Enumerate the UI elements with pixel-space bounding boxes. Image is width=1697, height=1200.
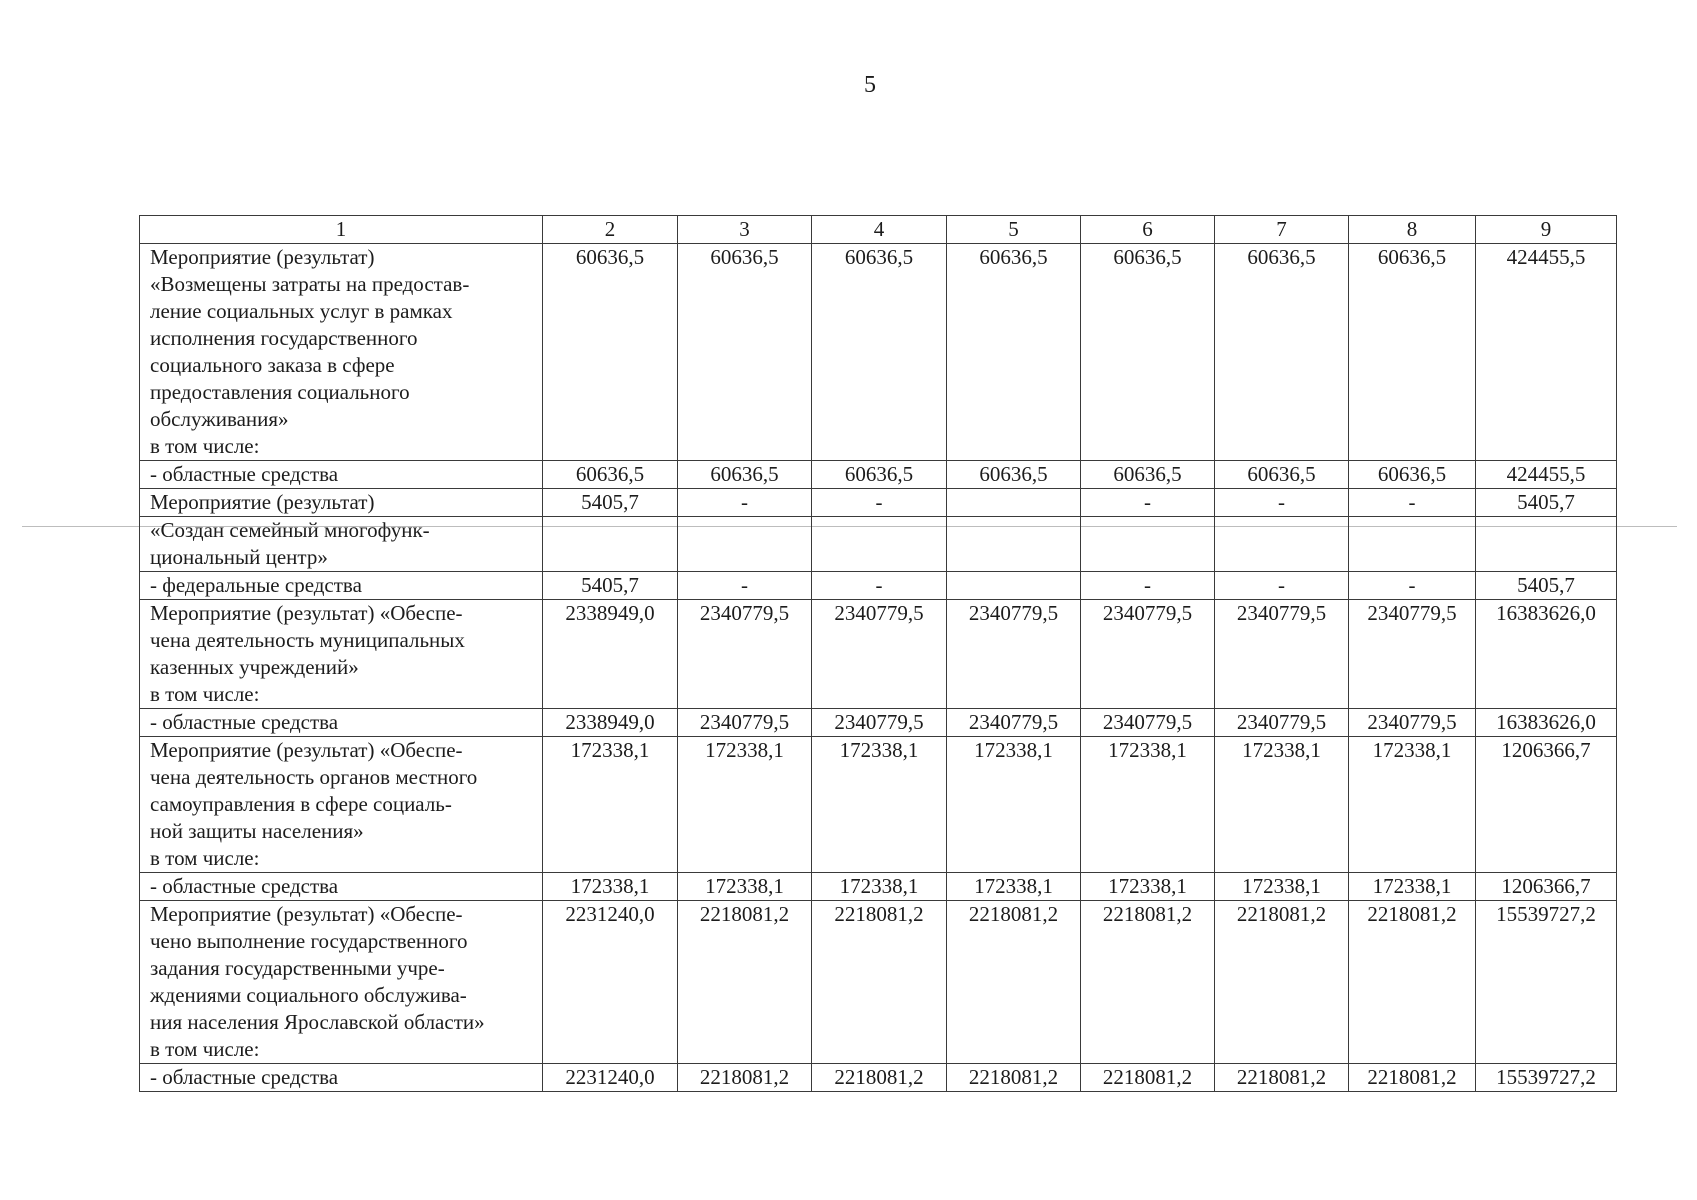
- value-cell: 2340779,5: [1081, 709, 1215, 737]
- row-label: [140, 572, 543, 600]
- total-cell: 5405,7: [1476, 572, 1617, 600]
- value-cell: 2218081,2: [1349, 901, 1476, 1064]
- label-line: - областные средства: [150, 1065, 339, 1089]
- value-cell: 60636,5: [1081, 244, 1215, 461]
- total-cell: 424455,5: [1476, 244, 1617, 461]
- label-line: Мероприятие (результат) «Обеспе-: [150, 601, 463, 625]
- value-cell: 2340779,5: [1349, 600, 1476, 709]
- row-label: [140, 901, 543, 1064]
- label-line: Мероприятие (результат): [150, 245, 375, 269]
- table-row: [140, 709, 1617, 737]
- value-cell: 172338,1: [678, 873, 812, 901]
- value-cell: [1081, 517, 1215, 572]
- label-line: Мероприятие (результат): [150, 490, 375, 514]
- label-line: чена деятельность органов местного: [150, 765, 478, 789]
- row-label: [140, 1064, 543, 1092]
- value-cell: -: [1215, 489, 1349, 517]
- label-line: «Возмещены затраты на предостав-: [150, 272, 470, 296]
- value-cell: 60636,5: [1349, 244, 1476, 461]
- value-cell: [947, 517, 1081, 572]
- label-line: «Создан семейный многофунк-: [150, 518, 430, 542]
- value-cell: 2218081,2: [947, 901, 1081, 1064]
- value-cell: 172338,1: [543, 737, 678, 873]
- row-label: [140, 517, 543, 572]
- value-cell: 60636,5: [678, 244, 812, 461]
- label-line: ление социальных услуг в рамках: [150, 299, 453, 323]
- label-line: в том числе:: [150, 434, 260, 458]
- value-cell: 2231240,0: [543, 1064, 678, 1092]
- value-cell: 2340779,5: [947, 709, 1081, 737]
- total-cell: 15539727,2: [1476, 901, 1617, 1064]
- value-cell: 172338,1: [543, 873, 678, 901]
- value-cell: -: [812, 489, 947, 517]
- value-cell: -: [1215, 572, 1349, 600]
- value-cell: 2218081,2: [1349, 1064, 1476, 1092]
- total-cell: 424455,5: [1476, 461, 1617, 489]
- value-cell: 2340779,5: [812, 600, 947, 709]
- label-line: циональный центр»: [150, 545, 328, 569]
- header-cell: 2: [543, 216, 678, 244]
- value-cell: 2218081,2: [1081, 901, 1215, 1064]
- value-cell: [678, 517, 812, 572]
- table-row: [140, 901, 1617, 1064]
- value-cell: 172338,1: [1081, 737, 1215, 873]
- table-row: [140, 517, 1617, 572]
- total-cell: 1206366,7: [1476, 873, 1617, 901]
- value-cell: -: [1081, 572, 1215, 600]
- value-cell: 2218081,2: [812, 901, 947, 1064]
- value-cell: 2340779,5: [1349, 709, 1476, 737]
- value-cell: 2218081,2: [1215, 901, 1349, 1064]
- value-cell: [1215, 517, 1349, 572]
- value-cell: 2218081,2: [947, 1064, 1081, 1092]
- value-cell: 60636,5: [947, 244, 1081, 461]
- row-label: [140, 737, 543, 873]
- value-cell: 2338949,0: [543, 600, 678, 709]
- value-cell: 172338,1: [1215, 737, 1349, 873]
- label-line: - областные средства: [150, 710, 339, 734]
- value-cell: -: [812, 572, 947, 600]
- label-line: чено выполнение государственного: [150, 929, 468, 953]
- header-cell: 4: [812, 216, 947, 244]
- value-cell: 60636,5: [812, 244, 947, 461]
- table-row: [140, 873, 1617, 901]
- header-cell: 3: [678, 216, 812, 244]
- value-cell: 60636,5: [543, 461, 678, 489]
- label-line: Мероприятие (результат) «Обеспе-: [150, 902, 463, 926]
- value-cell: 2218081,2: [678, 901, 812, 1064]
- row-label: [140, 244, 543, 461]
- table-row: [140, 244, 1617, 461]
- header-cell: 5: [947, 216, 1081, 244]
- row-label: [140, 461, 543, 489]
- value-cell: -: [1349, 572, 1476, 600]
- table-row: [140, 489, 1617, 517]
- value-cell: 172338,1: [1349, 737, 1476, 873]
- value-cell: 2340779,5: [678, 600, 812, 709]
- header-cell: 7: [1215, 216, 1349, 244]
- value-cell: 5405,7: [543, 489, 678, 517]
- label-line: в том числе:: [150, 1037, 260, 1061]
- row-label: [140, 489, 543, 517]
- label-line: обслуживания»: [150, 407, 289, 431]
- value-cell: 60636,5: [678, 461, 812, 489]
- value-cell: 60636,5: [1215, 461, 1349, 489]
- total-cell: [1476, 517, 1617, 572]
- label-line: ной защиты населения»: [150, 819, 364, 843]
- table-row: [140, 461, 1617, 489]
- value-cell: 2340779,5: [1215, 709, 1349, 737]
- value-cell: 172338,1: [1349, 873, 1476, 901]
- value-cell: -: [1081, 489, 1215, 517]
- value-cell: [1349, 517, 1476, 572]
- header-cell: 8: [1349, 216, 1476, 244]
- label-line: исполнения государственного: [150, 326, 418, 350]
- value-cell: 2340779,5: [812, 709, 947, 737]
- row-label: [140, 709, 543, 737]
- row-label: [140, 600, 543, 709]
- value-cell: 60636,5: [1349, 461, 1476, 489]
- header-cell: 1: [140, 216, 543, 244]
- label-line: - федеральные средства: [150, 573, 362, 597]
- label-line: социального заказа в сфере: [150, 353, 395, 377]
- value-cell: 60636,5: [1081, 461, 1215, 489]
- value-cell: 2338949,0: [543, 709, 678, 737]
- value-cell: [947, 572, 1081, 600]
- value-cell: 60636,5: [812, 461, 947, 489]
- value-cell: 2218081,2: [812, 1064, 947, 1092]
- value-cell: 172338,1: [947, 737, 1081, 873]
- value-cell: [812, 517, 947, 572]
- value-cell: 2340779,5: [1215, 600, 1349, 709]
- label-line: в том числе:: [150, 682, 260, 706]
- value-cell: 2340779,5: [1081, 600, 1215, 709]
- table-row: [140, 1064, 1617, 1092]
- total-cell: 16383626,0: [1476, 709, 1617, 737]
- table-row: [140, 600, 1617, 709]
- value-cell: 172338,1: [812, 873, 947, 901]
- total-cell: 5405,7: [1476, 489, 1617, 517]
- value-cell: [543, 517, 678, 572]
- label-line: чена деятельность муниципальных: [150, 628, 465, 652]
- value-cell: 2340779,5: [947, 600, 1081, 709]
- value-cell: 172338,1: [1215, 873, 1349, 901]
- value-cell: 172338,1: [812, 737, 947, 873]
- value-cell: 2340779,5: [678, 709, 812, 737]
- value-cell: 2218081,2: [678, 1064, 812, 1092]
- total-cell: 16383626,0: [1476, 600, 1617, 709]
- label-line: самоуправления в сфере социаль-: [150, 792, 452, 816]
- budget-table: [139, 215, 1617, 1092]
- value-cell: 172338,1: [947, 873, 1081, 901]
- label-line: - областные средства: [150, 462, 339, 486]
- value-cell: -: [1349, 489, 1476, 517]
- value-cell: 2218081,2: [1081, 1064, 1215, 1092]
- value-cell: [947, 489, 1081, 517]
- page-number: 5: [864, 72, 876, 98]
- total-cell: 1206366,7: [1476, 737, 1617, 873]
- total-cell: 15539727,2: [1476, 1064, 1617, 1092]
- label-line: предоставления социального: [150, 380, 410, 404]
- label-line: ния населения Ярославской области»: [150, 1010, 485, 1034]
- table-header-row: [140, 216, 1617, 244]
- header-cell: 6: [1081, 216, 1215, 244]
- table-row: [140, 737, 1617, 873]
- label-line: казенных учреждений»: [150, 655, 359, 679]
- value-cell: 2218081,2: [1215, 1064, 1349, 1092]
- table-row: [140, 572, 1617, 600]
- value-cell: 172338,1: [678, 737, 812, 873]
- value-cell: 60636,5: [947, 461, 1081, 489]
- label-line: ждениями социального обслужива-: [150, 983, 467, 1007]
- header-cell: 9: [1476, 216, 1617, 244]
- value-cell: -: [678, 572, 812, 600]
- value-cell: 60636,5: [1215, 244, 1349, 461]
- value-cell: -: [678, 489, 812, 517]
- label-line: задания государственными учре-: [150, 956, 445, 980]
- value-cell: 2231240,0: [543, 901, 678, 1064]
- label-line: Мероприятие (результат) «Обеспе-: [150, 738, 463, 762]
- label-line: - областные средства: [150, 874, 339, 898]
- value-cell: 60636,5: [543, 244, 678, 461]
- value-cell: 5405,7: [543, 572, 678, 600]
- label-line: в том числе:: [150, 846, 260, 870]
- value-cell: 172338,1: [1081, 873, 1215, 901]
- row-label: [140, 873, 543, 901]
